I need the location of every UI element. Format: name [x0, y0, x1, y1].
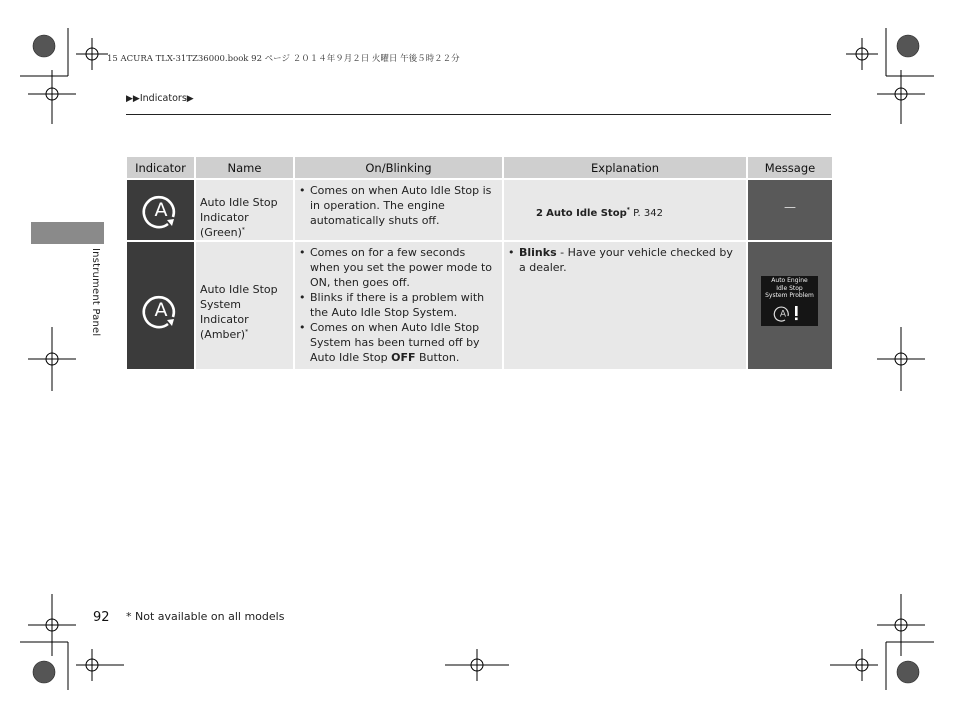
message-line: Auto Engine	[771, 277, 808, 284]
message-cell	[748, 180, 832, 240]
table-header-row	[127, 157, 832, 178]
cross-reference-page: P. 342	[633, 208, 663, 219]
footnote-asterisk: *	[626, 206, 630, 214]
indicator-name-cell	[196, 242, 293, 369]
list-item-text-end: Button.	[418, 351, 460, 364]
no-message-dash: —	[784, 200, 796, 214]
indicator-name: Auto Idle Stop Indicator (Green)	[200, 196, 278, 239]
warning-message-display	[761, 276, 818, 326]
breadcrumb	[126, 93, 194, 104]
indicator-cell	[127, 180, 194, 240]
list-item: • Blinks if there is a problem with the Auto Idle Stop System.	[297, 290, 498, 320]
indicator-cell	[127, 242, 194, 369]
list-item: • Comes on when Auto Idle Stop is in operation. The engine automatically shuts off.	[297, 183, 498, 228]
section-tab	[31, 222, 104, 244]
column-header-name: Name	[196, 157, 293, 178]
on-blinking-cell	[295, 180, 502, 240]
cross-reference-link[interactable]	[536, 206, 742, 221]
on-blinking-cell	[295, 242, 502, 369]
auto-idle-stop-icon	[139, 288, 183, 332]
column-header-message: Message	[748, 157, 832, 178]
list-item	[297, 320, 498, 365]
footnote-asterisk: *	[241, 226, 245, 234]
list-item	[506, 245, 742, 275]
svg-text:A: A	[154, 199, 168, 221]
auto-idle-stop-warning-icon	[772, 304, 808, 322]
indicator-table	[125, 155, 834, 371]
breadcrumb-end-arrow-icon: ▶	[186, 94, 194, 104]
breadcrumb-link[interactable]: Indicators	[139, 93, 187, 104]
column-header-indicator: Indicator	[127, 157, 194, 178]
explanation-text: - Have your vehicle checked by a dealer.	[519, 246, 733, 274]
cross-reference-title: Auto Idle Stop	[546, 208, 627, 219]
svg-text:A: A	[779, 309, 786, 319]
explanation-keyword: Blinks	[519, 246, 557, 259]
breadcrumb-arrows-icon: ▶▶	[126, 94, 140, 104]
explanation-cell	[504, 242, 746, 369]
column-header-on-blinking: On/Blinking	[295, 157, 502, 178]
table-row	[127, 242, 832, 369]
auto-idle-stop-icon	[139, 188, 183, 232]
list-item: • Comes on for a few seconds when you set the power mode to ON, then goes off.	[297, 245, 498, 290]
reference-arrow-icon: 2	[536, 208, 543, 219]
message-cell	[748, 242, 832, 369]
message-line: System Problem	[765, 292, 814, 299]
section-side-label: Instrument Panel	[90, 248, 101, 337]
indicator-name: Auto Idle Stop System Indicator (Amber)	[200, 283, 278, 341]
indicator-name-cell	[196, 180, 293, 240]
off-button-label: OFF	[391, 351, 416, 364]
book-meta-header: 15 ACURA TLX-31TZ36000.book 92 ページ ２０１４年９月２日 火曜日 午後５時２２分	[107, 54, 460, 64]
list-item-text: Comes on when Auto Idle Stop System has been turned off by Auto Idle Stop	[310, 321, 480, 364]
svg-text:A: A	[154, 299, 168, 321]
footnote: * Not available on all models	[126, 610, 285, 623]
header-divider	[126, 114, 831, 115]
explanation-cell	[504, 180, 746, 240]
message-line: Idle Stop	[776, 284, 803, 292]
column-header-explanation: Explanation	[504, 157, 746, 178]
table-row	[127, 180, 832, 240]
page-number: 92	[93, 610, 110, 625]
footnote-asterisk: *	[245, 328, 249, 336]
